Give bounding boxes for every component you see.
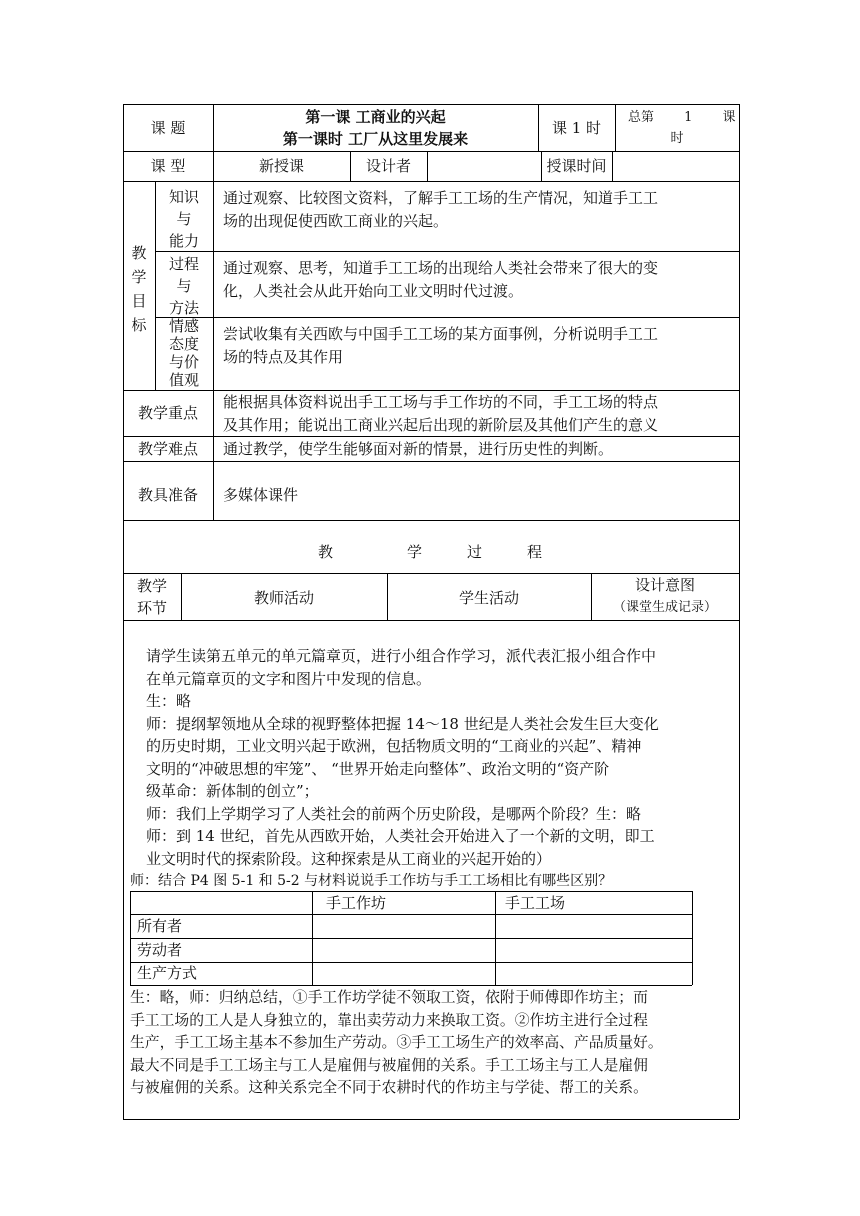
total-hours: 总第 1 课 <box>628 110 736 125</box>
key-points-label: 教学重点 <box>137 404 198 422</box>
lesson-subtitle: 第一课时 工厂从这里发展来 <box>282 130 469 148</box>
compare-header-workshop: 手工作坊 <box>326 894 387 912</box>
divider <box>123 620 739 621</box>
process-text: 通过观察、思考，知道手工工场的出现给人类社会带来了很大的变 化，人类社会从此开始向工业文明时代过渡。 <box>223 259 659 300</box>
lesson-title: 第一课 工商业的兴起 <box>305 108 446 126</box>
divider <box>123 151 739 152</box>
compare-row-production: 生产方式 <box>137 964 198 982</box>
key-points-text: 能根据具体资料说出手工工场与手工作坊的不同，手工工场的特点 及其作用；能说出工商业兴起后出现的新阶层及其他们产生的意义 <box>223 393 659 434</box>
divider <box>427 151 428 181</box>
type-value: 新授课 <box>258 157 304 175</box>
teacher-activity-label: 教师活动 <box>253 589 314 607</box>
total-hours-unit: 时 <box>670 131 684 146</box>
student-activity-label: 学生活动 <box>458 589 519 607</box>
type-label: 课 型 <box>150 157 186 175</box>
summary-text: 生：略，师：归纳总结，①手工作坊学徒不领取工资，依附于师傅即作坊主；而 手工工场的工人是人身独立的，靠出卖劳动力来换取工资。②作坊主进行全过程 生产，手工工场主基本不参加生产劳动。③手工工场生产的效率高、产品质量好。 最大不同是手工工场主与工人是雇佣与被雇佣的关系。手工工场主与工人是雇佣 与被雇佣的关系。这种关系完全不同于农耕时代的作坊主与学徒、帮工的关系。 <box>130 989 663 1096</box>
divider <box>155 251 739 252</box>
border-top <box>123 104 739 105</box>
tools-text: 多媒体课件 <box>223 486 299 504</box>
knowledge-text: 通过观察、比较图文资料，了解手工工场的生产情况，知道手工工 场的出现促使西欧工商业的兴起。 <box>223 189 659 230</box>
emotion-text: 尝试收集有关西欧与中国手工工场的某方面事例，分析说明手工工 场的特点及其作用 <box>223 325 659 366</box>
topic-label: 课 题 <box>150 119 186 137</box>
lesson-hours: 课 1 时 <box>551 119 602 137</box>
time-label: 授课时间 <box>546 157 607 175</box>
divider <box>123 181 739 182</box>
design-intent-label: 设计意图 <box>634 576 695 594</box>
divider <box>612 151 613 181</box>
tools-label: 教具准备 <box>137 486 198 504</box>
design-intent-note: （课堂生成记录） <box>612 600 717 615</box>
divider <box>123 436 739 437</box>
compare-row-worker: 劳动者 <box>137 941 183 959</box>
difficulty-text: 通过教学，使学生能够面对新的情景，进行历史性的判断。 <box>223 440 614 458</box>
compare-header-manufactory: 手工工场 <box>505 894 566 912</box>
divider <box>155 317 739 318</box>
teaching-process-text: 请学生读第五单元的单元篇章页，进行小组合作学习，派代表汇报小组合作中 在单元篇章页的文字和图片中发现的信息。 生：略 师：提纲挈领地从全球的视野整体把握 14～18 世纪是人类社会发生巨大变化 的历史时期，工业文明兴起于欧洲，包括物质文明的“工商业的兴起”、精神 文明的“冲破思想的牢笼”、 “世界开始走向整体”、政治文明的“资产阶 级革命：新体制的创立”； 师：我们上学期学习了人类社会的前两个历史阶段，是哪两个阶段？生：略 师：到 14 世纪，首先从西欧开始，人类社会开始进入了一个新的文明，即工 业文明时代的探索阶段。这种探索是从工商业的兴起开始的） <box>146 647 659 868</box>
divider <box>213 181 214 520</box>
compare-row-owner: 所有者 <box>137 917 183 935</box>
divider <box>123 520 739 521</box>
comparison-question: 师：结合 P4 图 5-1 和 5-2 与材料说说手工作坊与手工工场相比有哪些区别？ <box>130 873 613 889</box>
border-right <box>739 104 740 1119</box>
difficulty-label: 教学难点 <box>137 440 198 458</box>
divider <box>123 461 739 462</box>
border-bottom <box>123 1119 739 1120</box>
designer-label: 设计者 <box>365 157 411 175</box>
